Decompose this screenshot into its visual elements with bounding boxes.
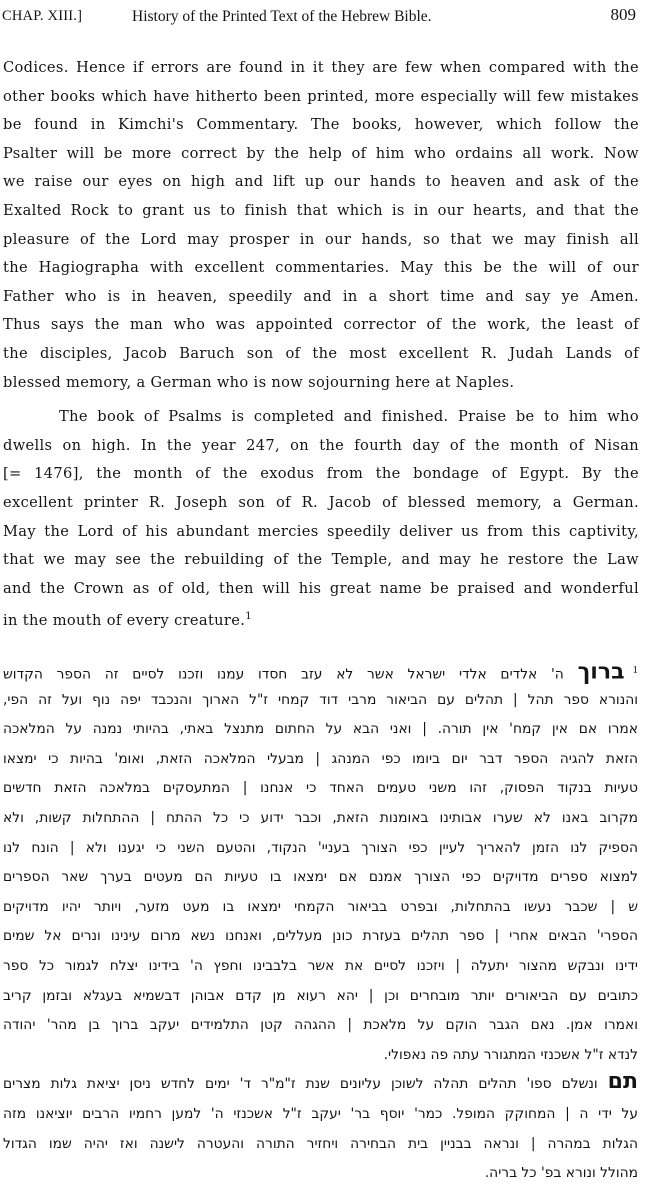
english-translation: [3, 54, 639, 632]
colophon-line: על ידי ה | המחוקק המופל. כמר' יוסף בר' יעקב ז"ל אשכנזי ה' למען רחמיו הרבים יוציאנו מזה: [3, 1105, 638, 1122]
text-line: Thus says the man who was appointed corrector of the work, the least of: [3, 316, 639, 334]
footnote-line-text: ה' אלדים אלדי ישראל אשר לא עזב חסדו עמנו וזכנו לסיים זה הספר הקדוש: [3, 666, 564, 683]
colophon-line: הגלות במהרה | ונראה בבניין בית הבחירה ויחזיר התורה והעטרה לישנה ואז יהיה שמו הגדול: [3, 1135, 638, 1152]
text-line: be found in Kimchi's Commentary. The books, however, which follow the: [3, 116, 639, 134]
text-line: Exalted Rock to grant us to finish that which is in our hearts, and that the: [3, 201, 639, 219]
footnote-line: מקרוב באנו לא שערו אבותינו באומנות הזאת, וכבר ידוע כי כל ההתח | ההתחלות קשות, ולא: [3, 809, 638, 826]
page-number: 809: [610, 5, 636, 24]
footnote-reference: 1: [245, 611, 252, 623]
final-line-text: in the mouth of every creature.: [3, 612, 246, 630]
text-line-final: [3, 603, 639, 632]
footnote-line: הזאת להגיה הספר דבר יום ביומו כפי המנהג | מבעלי המלאכה הזאת, ואומ' בהיות כי ימצאו: [3, 750, 638, 767]
footnote-line: אמרו אם אין קמח' אין תורה. | ואני הבא על החתום מתנצל באתי, בהיותי נמנה על המלאכה: [3, 721, 638, 738]
footnote-first-line: [3, 656, 638, 686]
text-line: The book of Psalms is completed and finished. Praise be to him who: [59, 408, 639, 426]
text-line: Psalter will be more correct by the help of him who ordains all work. Now: [3, 144, 639, 162]
text-line: and the Crown as of old, then will his great name be praised and wonderful: [3, 579, 639, 597]
text-line: Codices. Hence if errors are found in it they are few when compared with the: [3, 59, 639, 76]
text-line: Father who is in heaven, speedily and in a short time and say ye Amen.: [3, 287, 639, 305]
footnote-line: ואמרו אמן. נאם הגבר הוקם על מלאכת | ההגהה קטן התלמידים יעקב ברוך בן מהר' יהודה: [3, 1017, 638, 1034]
hebrew-footnote: [3, 656, 638, 1189]
footnote-line: ידינו ונבקש מהצור יתעלה | ויזכנו לסיים את אשר בלבבינו וחפץ ה' בידינו יצלח לגמור כל ספר: [3, 957, 638, 974]
text-line: excellent printer R. Joseph son of R. Jacob of blessed memory, a German.: [3, 493, 639, 511]
footnote-line: ש | שכבר נעשו בהתחלות, ובפרט בביאור הקמחי ימצאו בו מעט מזער, ויותר יהיו מדויקים: [3, 898, 638, 915]
text-line: [= 1476], the month of the exodus from the bondage of Egypt. By the: [3, 465, 639, 483]
text-line: the disciples, Jacob Baruch son of the most excellent R. Judah Lands of: [3, 344, 639, 362]
paragraph-colophon-corrector: [3, 54, 639, 397]
running-title: History of the Printed Text of the Hebrew Bible.: [132, 8, 432, 25]
footnote-line: לנדא ז"ל אשכנזי המתגורר עתה פה נאפולי.: [383, 1046, 638, 1063]
text-line: the Hagiographa with excellent commentaries. May this be the will of our: [3, 259, 639, 277]
footnote-line: הספרי' הבאים אחרי | ספר תהלים בעזרת כונן מעללים, ואנחנו נשא מרום עינינו ונרים אל שמים: [3, 928, 638, 945]
paragraph-colophon-printer: [3, 403, 639, 632]
text-line: other books which have hitherto been printed, more especially will few mistakes: [3, 87, 639, 105]
colophon-opening-word: תם: [607, 1069, 638, 1095]
footnote-marker: 1: [632, 664, 638, 676]
running-head: [0, 4, 646, 30]
footnote-line: טעיות בנקוד הפסוק, זהו משני טעמים האחד כי אנחנו | המתעסקים במלאכה הזאת חדשים: [3, 780, 638, 797]
footnote-opening-word: ברוך: [577, 659, 625, 685]
text-line: blessed memory, a German who is now sojourning here at Naples.: [3, 373, 515, 391]
text-line: May the Lord of his abundant mercies speedily deliver us from this captivity,: [3, 522, 639, 540]
text-line: that we may see the rebuilding of the Temple, and may he restore the Law: [3, 551, 639, 569]
footnote-line: כתובים עם הביאורים יותר מובחרים וכן | יהא רעוא מן קדם אבוהן דבשמיא בעגלא ובזמן קריב: [3, 987, 638, 1004]
footnote-line: הספיק לנו הזמן להאריך לעיין כפי הצורך בעניי' הנקוד, והטעם השני כי יגענו ולא | הונח לנו: [3, 839, 638, 856]
colophon-first-line: [3, 1070, 638, 1100]
footnote-line: והנורא ספר תהל | תהלים עם הביאור מרבי דוד קמחי ז"ל הארוך והנכבד יפה נוף ועל זה הפי,: [3, 691, 638, 708]
chapter-label: CHAP. XIII.]: [2, 8, 83, 24]
text-line: we raise our eyes on high and lift up our hands to heaven and ask of the: [3, 173, 639, 191]
text-line: pleasure of the Lord may prosper in our hands, so that we may finish all: [3, 230, 639, 248]
footnote-line: למצוא ספרים מדויקים כפי הצורך אמנם אם ימצאו בו טעיות הם מעטים בערך שאר הספרים: [3, 869, 638, 886]
colophon-line: מהולל ונורא בפ' כל בריה.: [484, 1165, 638, 1182]
colophon-line-text: ונשלם ספו' תהלים תהלה לשוכן עליונים שנת ז"מ"ר ד' ימים לחדש ניסן יציאת גלות מצרים: [3, 1076, 598, 1093]
text-line: dwells on high. In the year 247, on the fourth day of the month of Nisan: [3, 436, 639, 454]
